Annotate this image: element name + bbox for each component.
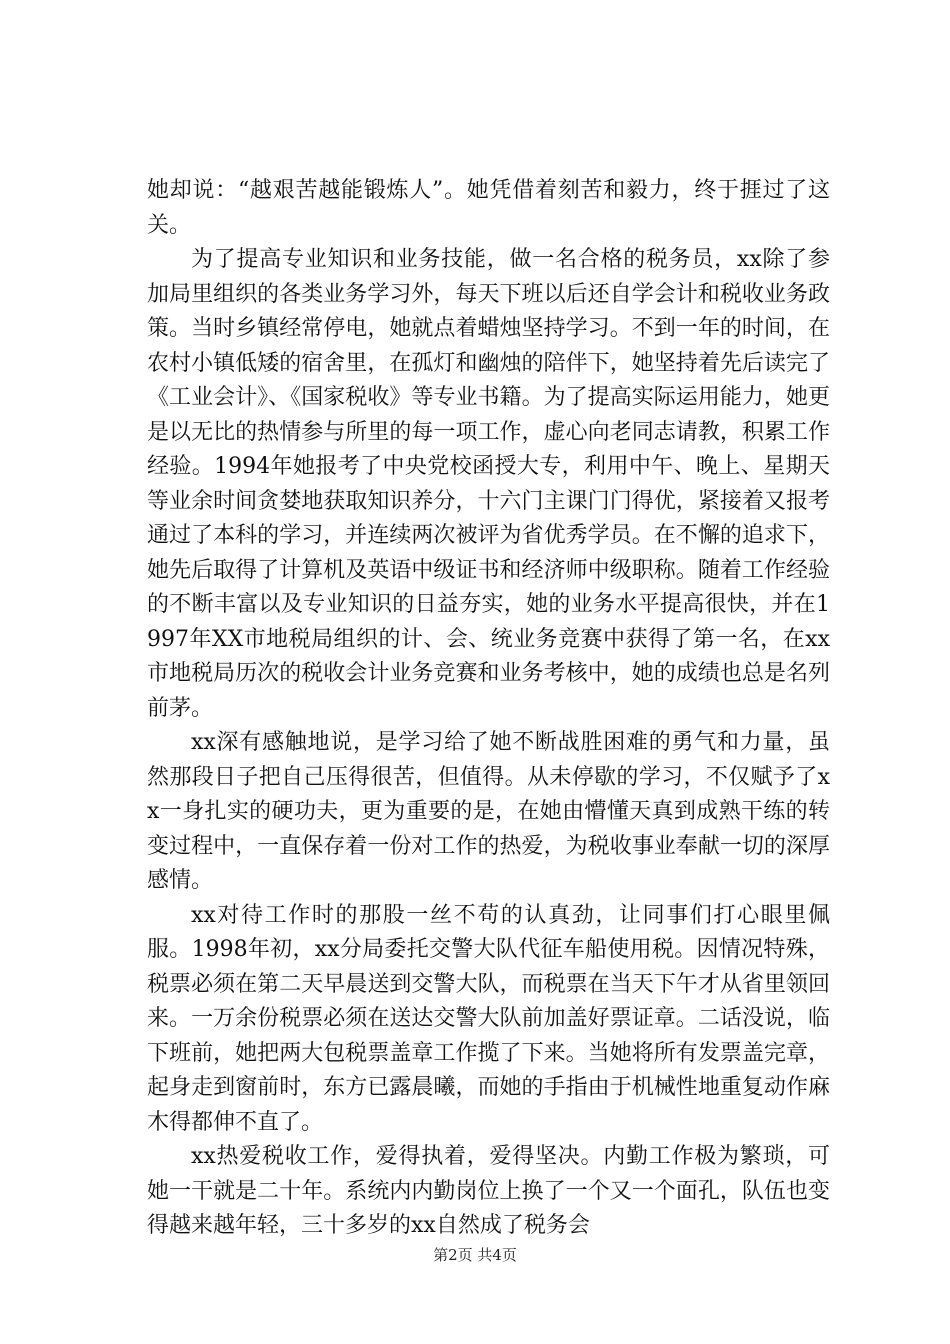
paragraph: xx热爱税收工作，爱得执着，爱得坚决。内勤工作极为繁琐，可她一干就是二十年。系统内内勤岗位上换了一个又一个面孔，队伍也变得越来越年轻，三十多岁的xx自然成了税务会 — [147, 1144, 830, 1238]
document-body — [147, 174, 830, 1244]
paragraph: xx深有感触地说，是学习给了她不断战胜困难的勇气和力量，虽然那段日子把自己压得很苦，但值得。从未停歇的学习，不仅赋予了xx一身扎实的硬功夫，更为重要的是，在她由懵懂天真到成熟干练的转变过程中，一直保存着一份对工作的热爱，为税收事业奉献一切的深厚感情。 — [147, 730, 830, 893]
paragraph: 为了提高专业知识和业务技能，做一名合格的税务员，xx除了参加局里组织的各类业务学习外，每天下班以后还自学会计和税收业务政策。当时乡镇经常停电，她就点着蜡烛坚持学习。不到一年的时间，在农村小镇低矮的宿舍里，在孤灯和幽烛的陪伴下，她坚持着先后读完了《工业会计》、《国家税收》等专业书籍。为了提高实际运用能力，她更是以无比的热情参与所里的每一项工作，虚心向老同志请教，积累工作经验。1994年她报考了中央党校函授大专，利用中午、晚上、星期天等业余时间贪婪地获取知识养分，十六门主课门门得优，紧接着又报考通过了本科的学习，并连续两次被评为省优秀学员。在不懈的追求下，她先后取得了计算机及英语中级证书和经济师中级职称。随着工作经验的不断丰富以及专业知识的日益夯实，她的业务水平提高很快，并在1997年XX市地税局组织的计、会、统业务竞赛中获得了第一名，在xx市地税局历次的税收会计业务竞赛和业务考核中，她的成绩也总是名列前茅。 — [147, 247, 830, 721]
paragraph: xx对待工作时的那股一丝不苟的认真劲，让同事们打心眼里佩服。1998年初，xx分局委托交警大队代征车船使用税。因情况特殊，税票必须在第二天早晨送到交警大队，而税票在当天下午才从省里领回来。一万余份税票必须在送达交警大队前加盖好票证章。二话没说，临下班前，她把两大包税票盖章工作揽了下来。当她将所有发票盖完章，起身走到窗前时，东方已露晨曦，而她的手指由于机械性地重复动作麻木得都伸不直了。 — [147, 902, 830, 1135]
paragraph: 她却说：“越艰苦越能锻炼人”。她凭借着刻苦和毅力，终于捱过了这关。 — [147, 178, 830, 238]
page-number: 第2页 共4页 — [433, 1246, 517, 1264]
page-footer — [0, 1244, 950, 1265]
